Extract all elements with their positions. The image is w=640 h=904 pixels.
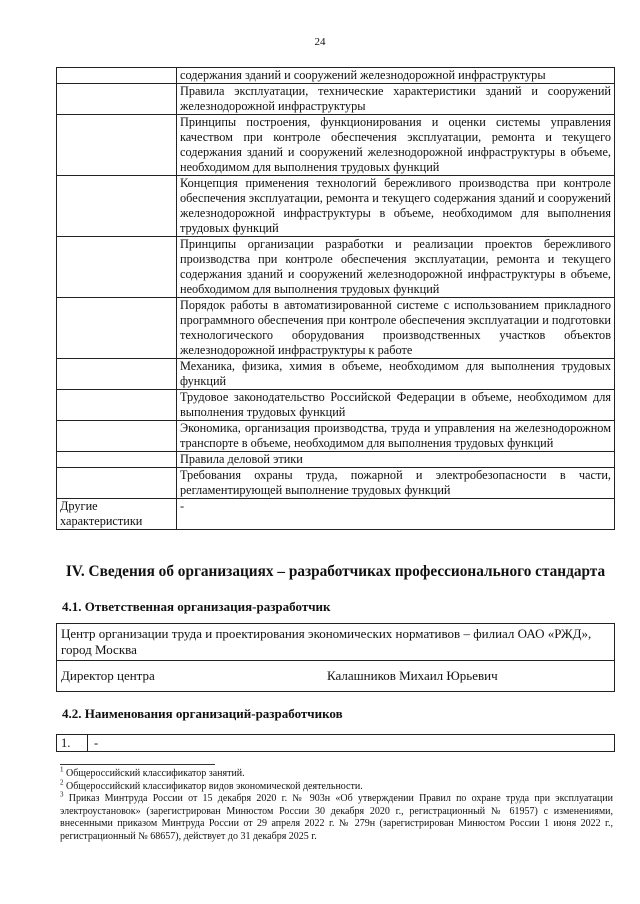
page-number: 24	[314, 36, 326, 48]
developer-name: -	[94, 736, 99, 750]
subsection-title-developers: 4.2. Наименования организаций-разработчиков	[62, 706, 343, 721]
head-role: Директор центра	[61, 668, 155, 683]
table-row	[57, 68, 615, 84]
row-value: Трудовое законодательство Российской Федерации в объеме, необходимом для выполнения трудовых функций	[177, 390, 615, 421]
footnote: $^1$ Общероссийский классификатор занятий.	[60, 765, 245, 779]
footnote: $^3$ Приказ Минтруда России от 15 декабря 2020 г. № 903н «Об утверждении Правил по охране труда при эксплуатации электроустановок» (зарегистрирован Минюстом России 30 декабря 2020 г., регистрационный № 61957) с изменениями, внесенными приказом Минтруда России от 29 апреля 2022 г. № 279н (зарегистрирован Минюстом России 1 июня 2022 г., регистрационный № 68657), действует до 31 декабря 2025 г.	[60, 790, 613, 842]
table-row	[57, 359, 615, 390]
row-label	[57, 468, 177, 499]
table-row	[57, 452, 615, 468]
row-label: Другие характеристики	[57, 499, 177, 530]
organization-name: Центр организации труда и проектирования экономических нормативов – филиал ОАО «РЖД», город Москва	[57, 624, 614, 661]
table-row	[57, 84, 615, 115]
row-value: Правила эксплуатации, технические характеристики зданий и сооружений железнодорожной инфраструктуры	[177, 84, 615, 115]
table-row	[57, 115, 615, 176]
footnote: $^2$ Общероссийский классификатор видов экономической деятельности.	[60, 778, 363, 792]
head-name: Калашников Михаил Юрьевич	[327, 668, 498, 683]
row-value: Порядок работы в автоматизированной системе с использованием прикладного программного обеспечения при контроле обеспечения эксплуатации и подготовки технологического оборудования производственных участков объектов железнодорожной инфраструктуры к работе	[177, 298, 615, 359]
developers-table	[56, 734, 615, 752]
row-label	[57, 390, 177, 421]
row-label	[57, 176, 177, 237]
row-value: Принципы организации разработки и реализации проектов бережливого производства при контроле обеспечения эксплуатации, ремонта и текущего содержания зданий и сооружений железнодорожной инфраструктуры в объеме, необходимом для выполнения трудовых функций	[177, 237, 615, 298]
requirements-table	[56, 67, 615, 530]
row-label	[57, 115, 177, 176]
row-label	[57, 359, 177, 390]
table-row	[57, 468, 615, 499]
footnote-divider	[60, 764, 215, 765]
table-row	[57, 390, 615, 421]
row-value: Экономика, организация производства, труда и управления на железнодорожном транспорте в объеме, необходимом для выполнения трудовых функций	[177, 421, 615, 452]
table-row	[57, 421, 615, 452]
row-value: -	[177, 499, 615, 530]
row-label	[57, 84, 177, 115]
row-value: Требования охраны труда, пожарной и электробезопасности в части, регламентирующей выполнение трудовых функций	[177, 468, 615, 499]
row-value: Принципы построения, функционирования и оценки системы управления качеством при контроле обеспечения эксплуатации, ремонта и текущего содержания зданий и сооружений железнодорожной инфраструктуры в объеме, необходимом для выполнения трудовых функций	[177, 115, 615, 176]
row-label	[57, 237, 177, 298]
row-value: содержания зданий и сооружений железнодорожной инфраструктуры	[177, 68, 615, 84]
row-label	[57, 452, 177, 468]
row-value: Механика, физика, химия в объеме, необходимом для выполнения трудовых функций	[177, 359, 615, 390]
row-value: Правила деловой этики	[177, 452, 615, 468]
organization-head	[57, 661, 614, 691]
table-row	[57, 237, 615, 298]
table-row	[57, 176, 615, 237]
responsible-organization-box	[56, 623, 615, 692]
table-row	[57, 298, 615, 359]
row-value: Концепция применения технологий бережливого производства при контроле обеспечения эксплуатации, ремонта и текущего содержания зданий и сооружений железнодорожной инфраструктуры в объеме, необходимом для выполнения трудовых функций	[177, 176, 615, 237]
row-label	[57, 421, 177, 452]
subsection-title-responsible: 4.1. Ответственная организация-разработчик	[62, 599, 331, 614]
table-row	[57, 499, 615, 530]
developer-number: 1.	[57, 735, 88, 751]
section-title: IV. Сведения об организациях – разработчиках профессионального стандарта	[65, 563, 606, 580]
row-label	[57, 298, 177, 359]
footnotes	[60, 765, 613, 844]
row-label	[57, 68, 177, 84]
